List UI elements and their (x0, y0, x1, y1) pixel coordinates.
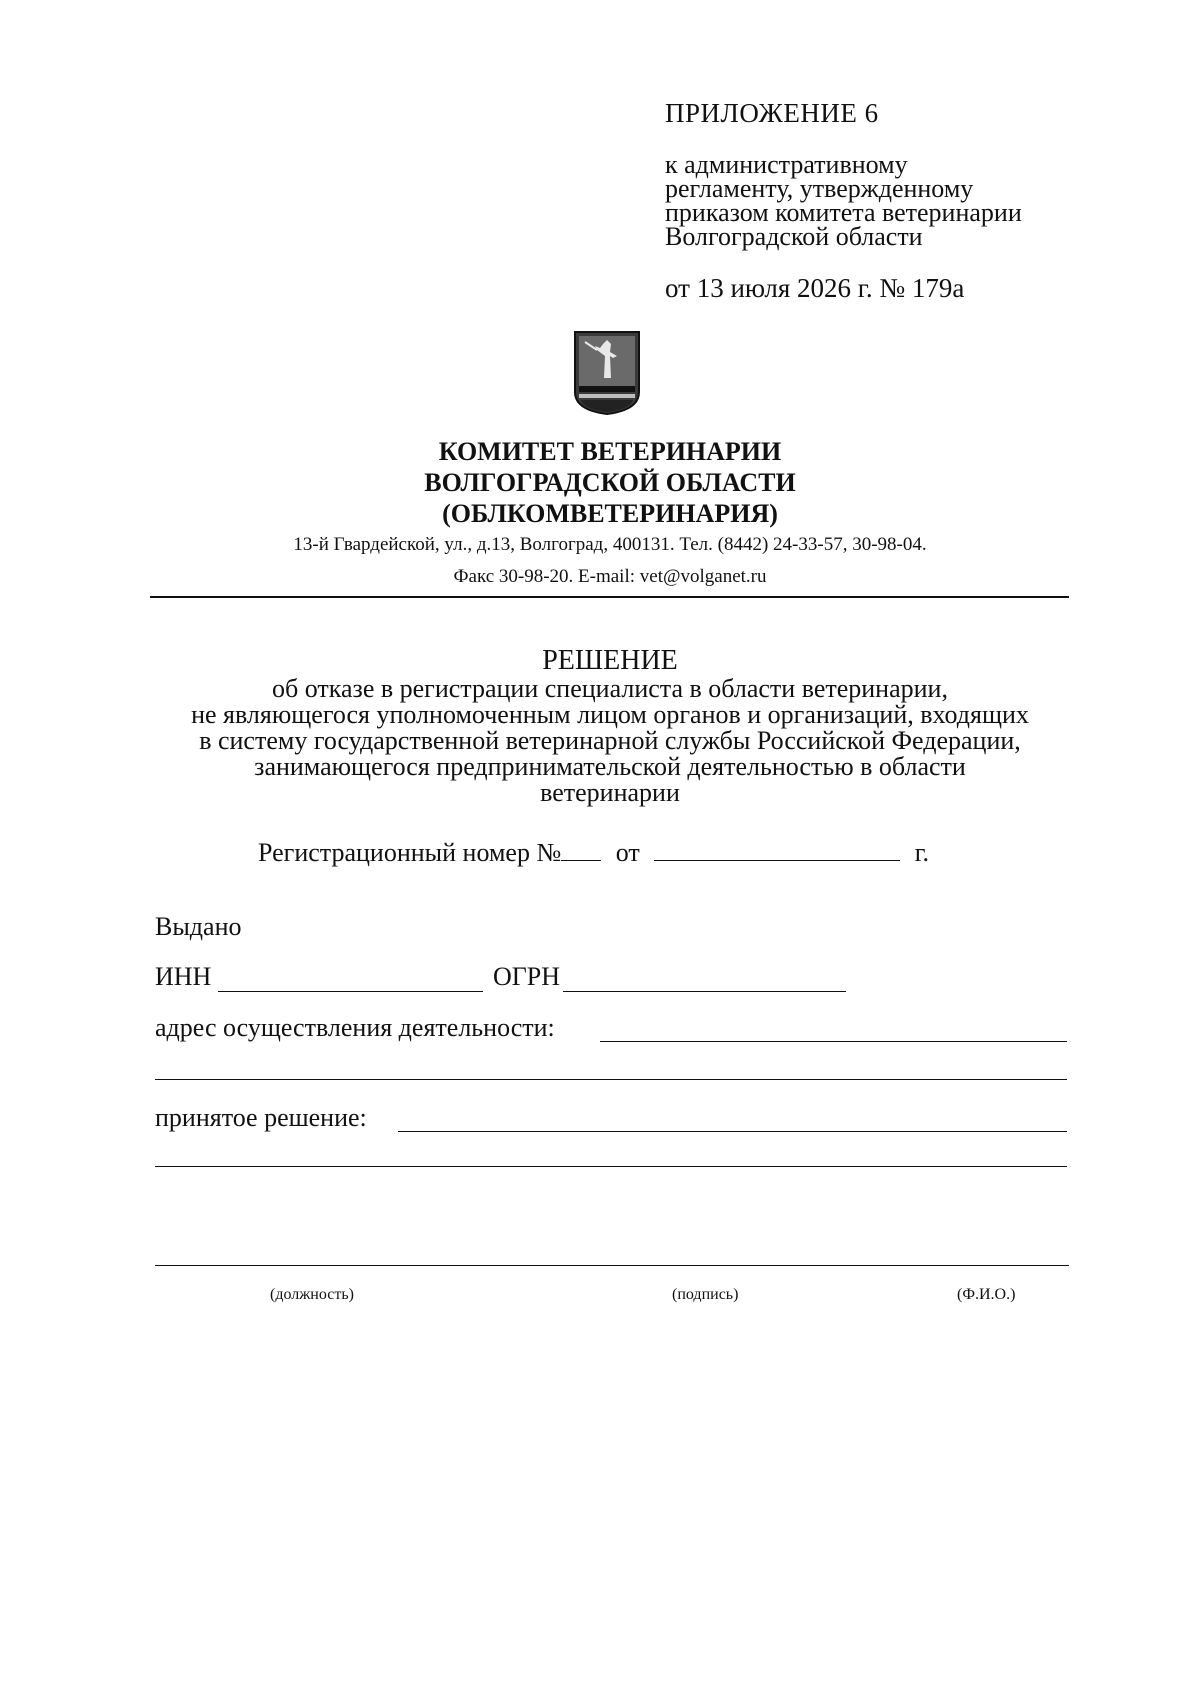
appendix-title: ПРИЛОЖЕНИЕ 6 (665, 98, 879, 128)
registration-line (258, 838, 929, 868)
organization-name-line: ВОЛГОГРАДСКОЙ ОБЛАСТИ (424, 468, 796, 497)
ogrn-label: ОГРН (493, 962, 561, 991)
activity-address-blank-line2[interactable] (155, 1079, 1067, 1080)
registration-date-blank[interactable] (654, 838, 900, 861)
decision-subtitle (140, 676, 1080, 806)
inn-label: ИНН (155, 962, 212, 991)
signature-name-caption: (Ф.И.О.) (957, 1286, 1016, 1303)
registration-number-blank[interactable] (561, 838, 601, 861)
appendix-line: регламенту, утвержденному (665, 174, 974, 203)
ogrn-blank[interactable] (563, 991, 846, 992)
decision-subtitle-line: не являющегося уполномоченным лицом органов и организаций, входящих (191, 700, 1029, 729)
decision-subtitle-line: в систему государственной ветеринарной службы Российской Федерации, (199, 726, 1021, 755)
appendix-description (665, 150, 1022, 251)
appendix-line: Волгоградской области (665, 222, 923, 251)
decision-subtitle-line: об отказе в регистрации специалиста в области ветеринарии, (272, 674, 948, 703)
inn-blank[interactable] (218, 991, 483, 992)
volgograd-coat-of-arms-icon (573, 330, 641, 416)
signature-position-caption: (должность) (270, 1286, 354, 1303)
organization-name-line: КОМИТЕТ ВЕТЕРИНАРИИ (438, 437, 782, 466)
registration-number-label: Регистрационный номер № (258, 838, 562, 867)
signature-line[interactable] (155, 1265, 1069, 1266)
organization-name-line: (ОБЛКОМВЕТЕРИНАРИЯ) (442, 499, 778, 528)
activity-address-label: адрес осуществления деятельности: (155, 1013, 555, 1042)
appendix-date: от 13 июля 2026 г. № 179а (665, 273, 965, 303)
organization-address: 13-й Гвардейской, ул., д.13, Волгоград, 400131. Тел. (8442) 24-33-57, 30-98-04. (293, 534, 927, 555)
appendix-line: приказом комитета ветеринарии (665, 198, 1022, 227)
decision-taken-blank-line2[interactable] (155, 1166, 1067, 1167)
organization-contacts: Факс 30-98-20. E-mail: vet@volganet.ru (453, 566, 767, 587)
registration-year-suffix: г. (914, 838, 930, 867)
decision-subtitle-line: занимающегося предпринимательской деятельностью в области (254, 752, 966, 781)
registration-from-label: от (615, 838, 640, 867)
signature-sign-caption: (подпись) (672, 1286, 739, 1303)
issued-label: Выдано (155, 912, 242, 941)
appendix-line: к административному (665, 150, 908, 179)
decision-subtitle-line: ветеринарии (540, 778, 680, 807)
decision-taken-blank[interactable] (398, 1131, 1067, 1132)
decision-taken-label: принятое решение: (155, 1103, 367, 1132)
organization-name (140, 436, 1080, 529)
activity-address-blank[interactable] (600, 1041, 1067, 1042)
header-divider (150, 596, 1069, 598)
decision-title: РЕШЕНИЕ (542, 645, 678, 676)
